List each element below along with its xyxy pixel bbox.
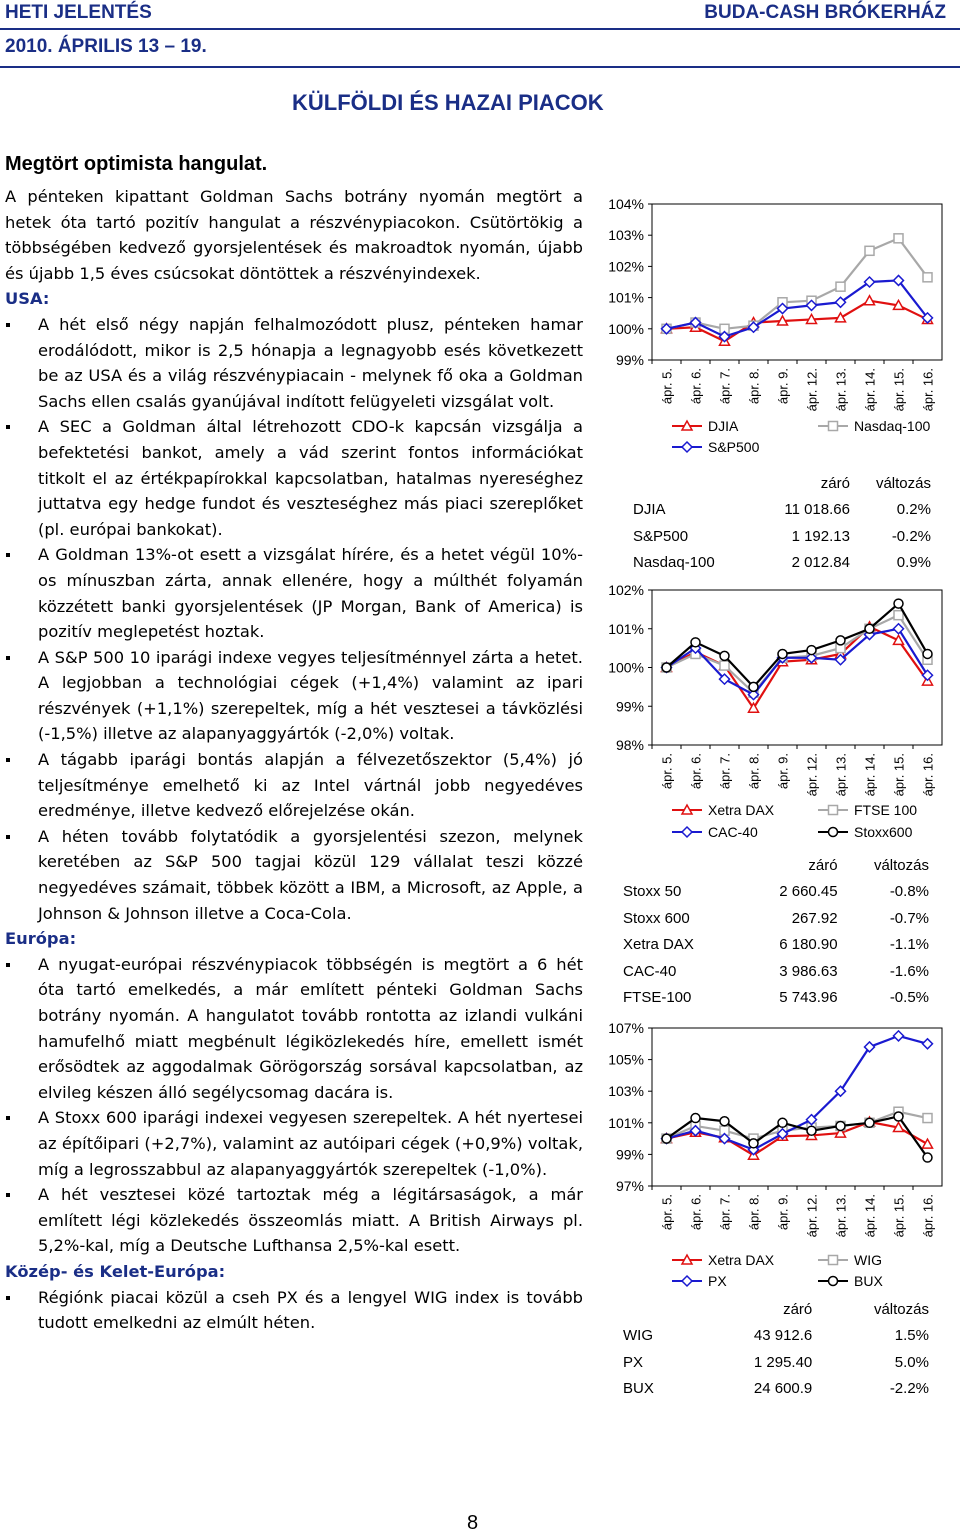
change-value: -1.6% [889, 962, 929, 980]
cee-heading: Közép- és Kelet-Európa: [5, 1261, 226, 1281]
x-tick-label: ápr. 16. [920, 753, 936, 797]
series-line [667, 238, 928, 328]
y-tick-label: 101% [608, 1114, 644, 1131]
bullet-item: Régiónk piacai közül a cseh PX és a lengyel WIG index is tovább tudott emelkedni az elmúlt héten. [5, 1285, 583, 1336]
data-point [778, 1118, 787, 1127]
data-point [807, 1126, 816, 1135]
x-tick-label: ápr. 16. [920, 1194, 936, 1238]
change-value: 1.5% [894, 1327, 929, 1345]
x-tick-label: ápr. 7. [717, 753, 733, 790]
y-tick-label: 102% [608, 582, 644, 598]
legend-label: FTSE 100 [854, 802, 918, 818]
close-value: 267.92 [791, 909, 838, 927]
europe-bullet-list [5, 952, 583, 1259]
data-point [923, 1114, 932, 1123]
change-value: -0.7% [889, 909, 929, 927]
bullet-item: A tágabb iparági bontás alapján a félvezetőszektor (5,4%) jó teljesítménye emelhető ki az Intel vártnál jobb negyedéves eredménye, illetve kedvező előrejelzése okán. [5, 747, 583, 824]
y-tick-label: 97% [615, 1178, 644, 1194]
index-name: BUX [623, 1380, 654, 1398]
europe-heading: Európa: [5, 929, 77, 949]
x-tick-label: ápr. 16. [920, 368, 936, 412]
x-tick-label: ápr. 12. [804, 753, 820, 797]
data-point [923, 1139, 933, 1148]
section-title: KÜLFÖLDI ÉS HAZAI PIACOK [292, 90, 604, 115]
article-body [5, 150, 583, 1336]
series-line [667, 280, 928, 336]
us-index-table [633, 470, 931, 576]
data-point [923, 1153, 932, 1162]
broker-name: BUDA-CASH BRÓKERHÁZ [704, 2, 946, 23]
close-value: 2 660.45 [779, 883, 838, 901]
bullet-item: A hét első négy napján felhalmozódott plusz, pénteken hamar erodálódott, mikor is 2,5 hónapja a legnagyobb esés következett be az USA és a világ részvénypiacain - melynek fő oka a Goldman Sachs ellen csalás gyanújával indított felügyeleti vizsgálat volt. [5, 312, 583, 414]
table-row [633, 523, 931, 550]
data-point [662, 663, 671, 672]
data-point [894, 611, 903, 620]
x-tick-label: ápr. 6. [688, 368, 704, 405]
data-point [894, 599, 903, 608]
x-tick-label: ápr. 13. [833, 753, 849, 797]
data-point [923, 273, 932, 282]
x-tick-label: ápr. 14. [862, 753, 878, 797]
report-title: HETI JELENTÉS [5, 2, 152, 23]
legend-label: Stoxx600 [854, 824, 913, 840]
data-point [749, 1139, 758, 1148]
legend-marker [682, 442, 692, 452]
x-tick-label: ápr. 13. [833, 368, 849, 412]
y-tick-label: 104% [608, 196, 644, 212]
index-name: DJIA [633, 501, 666, 519]
legend-marker [682, 827, 692, 837]
table-row [623, 958, 929, 985]
legend-label: CAC-40 [708, 824, 758, 840]
bullet-item: A Stoxx 600 iparági indexei vegyesen szerepeltek. A hét nyertesei az építőipari (+2,7%), valamint az autóipari cégek (+0,9%) voltak, míg a legrosszabbul az alapanyaggyártók szerepeltek (-1,0%). [5, 1105, 583, 1182]
header-divider-top [0, 28, 960, 30]
x-tick-label: ápr. 8. [746, 368, 762, 405]
close-value: 1 295.40 [753, 1353, 813, 1371]
table-row [633, 550, 931, 577]
change-value: -0.8% [889, 883, 929, 901]
change-value: 0.2% [896, 501, 931, 519]
y-tick-label: 103% [608, 1083, 644, 1100]
y-tick-label: 99% [615, 1146, 644, 1163]
close-value: 1 192.13 [791, 527, 850, 545]
series-line [667, 1116, 928, 1157]
x-tick-label: ápr. 15. [891, 1194, 907, 1238]
data-point [691, 638, 700, 647]
close-value: 11 018.66 [784, 501, 850, 519]
close-value: 2 012.84 [791, 554, 850, 572]
header-blank [633, 470, 753, 497]
data-point [923, 1039, 933, 1049]
header-change: változás [873, 856, 929, 874]
data-point [836, 1121, 845, 1130]
index-name: WIG [623, 1327, 653, 1345]
legend-marker [829, 1256, 838, 1265]
header-close: záró [820, 474, 850, 492]
y-tick-label: 99% [615, 352, 644, 368]
header-change: változás [873, 1300, 929, 1318]
legend-label: PX [708, 1273, 727, 1289]
close-value: 6 180.90 [779, 936, 838, 954]
data-point [865, 1118, 874, 1127]
x-tick-label: ápr. 5. [659, 1194, 675, 1231]
close-value: 3 986.63 [779, 962, 838, 980]
x-tick-label: ápr. 7. [717, 1194, 733, 1231]
y-tick-label: 98% [615, 737, 644, 753]
data-point [662, 1134, 671, 1143]
x-tick-label: ápr. 8. [746, 753, 762, 790]
data-point [720, 651, 729, 660]
bullet-item: A nyugat-európai részvénypiacok többségén is megtört a 6 hét óta tartó emelkedés, a már említett pénteki Goldman Sachs botrány nyomán. A hangulatot tovább rontotta az izlandi vulkáni hamufelhő miatt megbénult légiközlekedés híre, emellett ismét erősödtek az aggodalmak Görögország sorsával kapcsolatban, az elvileg készen álló segélycsomag dacára is. [5, 952, 583, 1106]
index-name: Stoxx 50 [623, 883, 682, 901]
legend-marker [829, 422, 838, 431]
y-tick-label: 107% [608, 1020, 644, 1036]
legend-label: S&P500 [708, 439, 760, 455]
table-row [623, 1349, 929, 1376]
legend-label: DJIA [708, 418, 739, 434]
x-tick-label: ápr. 5. [659, 368, 675, 405]
data-point [894, 1112, 903, 1121]
index-name: CAC-40 [623, 962, 677, 980]
close-value: 5 743.96 [779, 989, 838, 1007]
usa-bullet-list [5, 312, 583, 926]
legend-label: Xetra DAX [708, 1252, 775, 1268]
usa-heading: USA: [5, 289, 50, 309]
x-tick-label: ápr. 15. [891, 753, 907, 797]
header-change: változás [875, 474, 931, 492]
legend-label: BUX [854, 1273, 883, 1289]
data-point [778, 649, 787, 658]
data-point [836, 636, 845, 645]
index-name: PX [623, 1353, 644, 1371]
legend-label: WIG [854, 1252, 882, 1268]
cee-index-table [623, 1296, 929, 1402]
data-point [691, 1114, 700, 1123]
data-point [923, 649, 932, 658]
bullet-item: A héten tovább folytatódik a gyorsjelentési szezon, melynek keretében az S&P 500 tagjai közül 129 vállalat teszi közzé negyedéves számait, többek között a IBM, a Microsoft, az Apple, a Johnson & Johnson illetve a Coca-Cola. [5, 824, 583, 926]
change-value: -0.2% [891, 527, 931, 545]
data-point [894, 624, 904, 634]
y-tick-label: 101% [608, 620, 644, 637]
change-value: -0.5% [889, 989, 929, 1007]
x-tick-label: ápr. 5. [659, 753, 675, 790]
header-blank [623, 852, 741, 879]
article-headline: Megtört optimista hangulat. [5, 153, 268, 175]
data-point [749, 682, 758, 691]
header-close: záró [808, 856, 838, 874]
legend-label: Nasdaq-100 [854, 418, 931, 434]
x-tick-label: ápr. 7. [717, 368, 733, 405]
data-point [720, 1117, 729, 1126]
table-header-row [623, 1296, 929, 1323]
index-name: S&P500 [633, 527, 689, 545]
close-value: 43 912.6 [753, 1327, 813, 1345]
series-line [667, 1036, 928, 1150]
table-row [633, 497, 931, 524]
data-point [894, 1031, 904, 1041]
article-intro: A pénteken kipattant Goldman Sachs botrány nyomán megtört a hetek óta tartó pozitív hangulat a részvénypiacokon. Csütörtökig a többségében kedvező gyorsjelentések és makroadtok nyomán, újabb és újabb 1,5 éves csúcsokat döntöttek a részvényindexek. [5, 187, 583, 283]
bullet-item: A Goldman 13%-ot esett a vizsgálat hírére, és a hetet végül 10%-os mínuszban zárta, annak ellenére, hogy a múlthét folyamán közzétett banki gyorsjelentések (JP Morgan, Bank of America) is pozitív meglepetést hoztak. [5, 542, 583, 644]
x-tick-label: ápr. 9. [775, 368, 791, 405]
cee-index-chart [600, 1018, 960, 1298]
y-tick-label: 101% [608, 289, 644, 306]
x-tick-label: ápr. 9. [775, 753, 791, 790]
y-tick-label: 105% [608, 1051, 644, 1068]
eu-index-table [623, 852, 929, 1011]
close-value: 24 600.9 [753, 1380, 813, 1398]
change-value: 5.0% [894, 1353, 929, 1371]
page-number: 8 [467, 1512, 479, 1534]
legend-marker [829, 1277, 838, 1286]
legend-label: Xetra DAX [708, 802, 775, 818]
header-close: záró [783, 1300, 813, 1318]
change-value: 0.9% [896, 554, 931, 572]
index-name: FTSE-100 [623, 989, 692, 1007]
x-tick-label: ápr. 15. [891, 368, 907, 412]
index-name: Nasdaq-100 [633, 554, 715, 572]
us-index-chart [600, 190, 960, 465]
y-tick-label: 99% [615, 698, 644, 715]
data-point [807, 646, 816, 655]
y-tick-label: 103% [608, 227, 644, 244]
table-row [623, 1376, 929, 1403]
data-point [836, 282, 845, 291]
x-tick-label: ápr. 12. [804, 1194, 820, 1238]
x-tick-label: ápr. 14. [862, 368, 878, 412]
x-tick-label: ápr. 14. [862, 1194, 878, 1238]
x-tick-label: ápr. 9. [775, 1194, 791, 1231]
data-point [865, 246, 874, 255]
x-tick-label: ápr. 8. [746, 1194, 762, 1231]
table-row [623, 1323, 929, 1350]
bullet-item: A SEC a Goldman által létrehozott CDO-k kapcsán vizsgálja a befektetési bankot, amely a vád szerint fontos információkat titkolt el az értékpapírokkal kapcsolatban, hatalmas nyereséghez juttatva egy hedge fundot és veszteséghez más piaci szereplőket (pl. európai bankokat). [5, 414, 583, 542]
header-blank [623, 1296, 688, 1323]
series-line [667, 604, 928, 687]
legend-marker [829, 828, 838, 837]
x-tick-label: ápr. 6. [688, 1194, 704, 1231]
bullet-item: A hét vesztesei közé tartoztak még a légitársaságok, a már említett légi közlekedés összeomlás miatt. A British Airways pl. 5,2%-kal, míg a Deutsche Lufthansa 2,5%-kal esett. [5, 1182, 583, 1259]
index-name: Xetra DAX [623, 936, 694, 954]
table-header-row [623, 852, 929, 879]
legend-marker [829, 806, 838, 815]
y-tick-label: 102% [608, 258, 644, 275]
table-row [623, 879, 929, 906]
change-value: -2.2% [889, 1380, 929, 1398]
table-header-row [633, 470, 931, 497]
series-line [667, 627, 928, 708]
table-row [623, 985, 929, 1012]
data-point [894, 234, 903, 243]
x-tick-label: ápr. 12. [804, 368, 820, 412]
data-point [865, 624, 874, 633]
change-value: -1.1% [889, 936, 929, 954]
y-tick-label: 100% [608, 659, 644, 676]
table-row [623, 932, 929, 959]
report-date: 2010. ÁPRILIS 13 – 19. [5, 36, 207, 57]
bullet-item: A S&P 500 10 iparági indexe vegyes teljesítménnyel zárta a hetet. A legjobban a technológiai cégek (+1,4%) valamint az ipari részvények (+1,1%) szerepeltek, míg a hét vesztesei a távközlési (-1,5%) illetve az alapanyaggyártók (-2,0%) voltak. [5, 645, 583, 747]
eu-index-chart [600, 578, 960, 853]
index-name: Stoxx 600 [623, 909, 690, 927]
series-line [667, 615, 928, 693]
x-tick-label: ápr. 13. [833, 1194, 849, 1238]
y-tick-label: 100% [608, 320, 644, 337]
header-divider-bottom [0, 66, 960, 68]
legend-marker [682, 1276, 692, 1286]
data-point [923, 670, 933, 680]
table-row [623, 905, 929, 932]
x-tick-label: ápr. 6. [688, 753, 704, 790]
data-point [720, 661, 729, 670]
cee-bullet-list [5, 1285, 583, 1336]
